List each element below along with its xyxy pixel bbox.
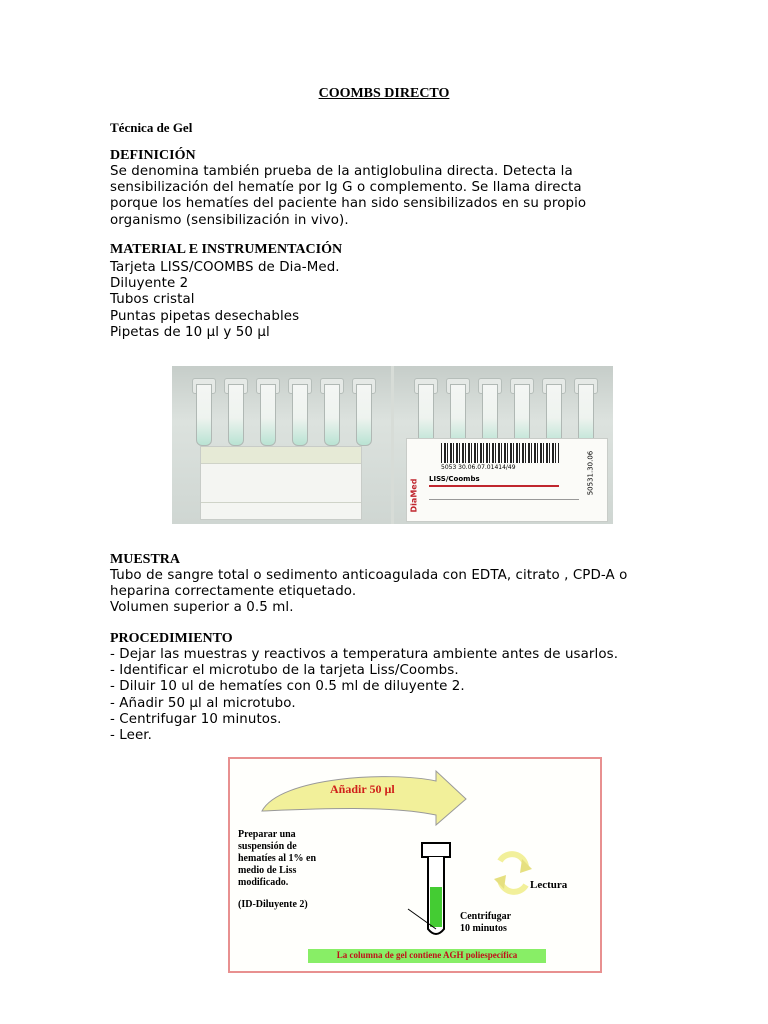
side-lot-text: 50531.30.06 (586, 450, 595, 496)
procedure-heading: PROCEDIMIENTO (110, 631, 233, 646)
procedure-diagram (228, 757, 602, 973)
centrifuge-label: Centrifugar 10 minutos (460, 911, 512, 934)
card-photo-front (172, 366, 391, 524)
card-product-label: LISS/Coombs (429, 475, 480, 483)
technique-subtitle: Técnica de Gel (110, 120, 193, 135)
curved-arrow (262, 771, 466, 825)
diluent-text: (ID-Diluyente 2) (238, 899, 308, 910)
barcode-text: 5053 30.06.07.01414/49 (441, 464, 516, 471)
preparation-text: Preparar una suspensión de hematíes al 1% en medio de Liss modificado. (238, 829, 317, 888)
procedure-text: - Dejar las muestras y reactivos a temperatura ambiente antes de usarlos. - Identificar el microtubo de la tarjeta Liss/Coombs. - Diluir 10 ul de hematíes con 0.5 ml de diluyente 2. - Añadir 50 µl al microtubo. - Centrifugar 10 minutos. - Leer. (110, 647, 619, 744)
brand-mark: DiaMed (409, 478, 419, 513)
gel-note-banner: La columna de gel contiene AGH poliespecífica (308, 949, 546, 963)
rotate-arrows-icon (494, 854, 532, 892)
microtube-icon (408, 843, 450, 934)
card-photo-back (394, 366, 613, 524)
material-heading: MATERIAL E INSTRUMENTACIÓN (110, 242, 343, 257)
definition-heading: DEFINICIÓN (110, 148, 196, 163)
barcode (441, 443, 559, 463)
muestra-heading: MUESTRA (110, 552, 181, 567)
gel-card-photo (172, 366, 613, 524)
material-text: Tarjeta LISS/COOMBS de Dia-Med. Diluyente 2 Tubos cristal Puntas pipetas desechables Pipetas de 10 µl y 50 µl (110, 260, 340, 340)
card-label-back (406, 438, 608, 522)
arrow-label: Añadir 50 µl (330, 782, 395, 796)
document-title: COOMBS DIRECTO (318, 86, 450, 101)
reading-label: Lectura (530, 879, 568, 891)
definition-text: Se denomina también prueba de la antiglobulina directa. Detecta la sensibilización del hematíe por Ig G o complemento. Se llama directa porque los hematíes del paciente han sido sensibilizados en su propio organismo (sensibilización in vivo). (110, 164, 587, 228)
card-label-band (200, 446, 362, 520)
muestra-text: Tubo de sangre total o sedimento anticoagulada con EDTA, citrato , CPD-A o heparina correctamente etiquetado. Volumen superior a 0.5 ml. (110, 568, 628, 616)
